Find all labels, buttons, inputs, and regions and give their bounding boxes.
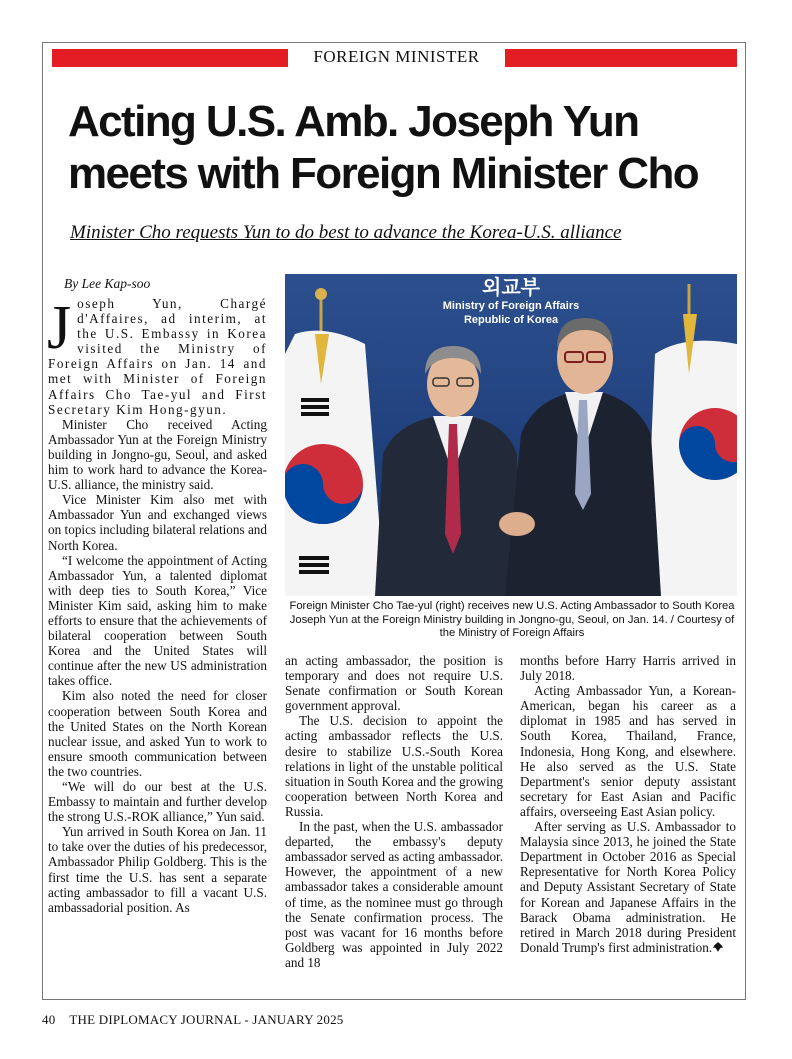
photo-caption: Foreign Minister Cho Tae-yul (right) receives new U.S. Acting Ambassador to South Korea Joseph Yun at the Foreign Ministry building in Jongno-gu, Seoul, on Jan. 14. / Courtesy of the Ministry of Foreign Affairs: [289, 600, 735, 639]
paragraph: In the past, when the U.S. ambassador departed, the embassy's deputy ambassador served as acting ambassador. However, the appointment of a new ambassador takes a considerable amount of time, as the nominee must go through the Senate confirmation process. The post was vacant for 16 months before Goldberg was appointed in July 2022 and 18: [285, 819, 503, 970]
handshake: [499, 512, 535, 536]
article-column-3: [520, 653, 736, 955]
photo-illustration: [285, 274, 737, 596]
byline: By Lee Kap-soo: [64, 276, 151, 291]
photo-backdrop-line-2: Republic of Korea: [463, 314, 559, 326]
lead-text: oseph Yun, Chargé d'Affaires, ad interim, at the U.S. Embassy in Korea visited the Ministry of Foreign Affairs on Jan. 14 and met with Minister of Foreign Affairs Cho Tae-yul and First Secretary Kim Hong-gyun.: [48, 296, 267, 417]
last-paragraph: [520, 819, 736, 955]
section-bar-left: [52, 49, 288, 67]
article-column-1: [48, 296, 267, 915]
paragraph: “I welcome the appointment of Acting Ambassador Yun, a talented diplomat with deep ties to South Korea,” Vice Minister Kim said, asking him to make efforts to ensure that the achievements of bilateral cooperation between South Korea and the United States will continue after the new US administration takes office.: [48, 552, 267, 689]
end-mark-icon: [712, 941, 724, 953]
paragraph: The U.S. decision to appoint the acting ambassador reflects the U.S. desire to stabilize U.S.-South Korea relations in light of the unstable political situation in South Korea and the growing cooperation between North Korea and Russia.: [285, 713, 503, 819]
photo-backdrop-korean: 외교부: [482, 275, 540, 299]
person-left: [375, 346, 521, 596]
person-right: [505, 318, 661, 596]
page-number: 40: [42, 1012, 56, 1027]
lead-paragraph: [48, 296, 267, 417]
drop-cap: J: [47, 294, 72, 362]
section-bar-right: [505, 49, 737, 67]
publication-name: THE DIPLOMACY JOURNAL - JANUARY 2025: [69, 1012, 344, 1027]
headline-line-2: meets with Foreign Minister Cho: [68, 149, 699, 198]
paragraph-text: After serving as U.S. Ambassador to Malaysia since 2013, he joined the State Department in October 2016 as Special Representative for North Korea Policy and Deputy Assistant Secretary of State for Korean and Japanese Affairs in the Barack Obama administration. He retired in March 2018 during President Donald Trump's first administration.: [520, 819, 736, 955]
article-column-2: [285, 653, 503, 970]
section-label: FOREIGN MINISTER: [313, 47, 480, 66]
paragraph: months before Harry Harris arrived in July 2018.: [520, 653, 736, 684]
paragraph: Kim also noted the need for closer cooperation between South Korea and the United States on the North Korean nuclear issue, and asked Yun to work to ensure smooth communication between the two countries.: [48, 688, 267, 779]
page-footer: [42, 1012, 343, 1028]
photo-backdrop-line-1: Ministry of Foreign Affairs: [442, 300, 580, 312]
paragraph: Vice Minister Kim also met with Ambassador Yun and exchanged views on topics including bilateral relations and North Korea.: [48, 492, 267, 553]
news-photo: [285, 274, 737, 596]
korean-flag-left: [285, 288, 385, 596]
headline-line-1: Acting U.S. Amb. Joseph Yun: [68, 97, 639, 146]
subheadline: Minister Cho requests Yun to do best to advance the Korea-U.S. alliance: [70, 222, 622, 243]
headline: [68, 96, 748, 200]
paragraph: Minister Cho received Acting Ambassador Yun at the Foreign Ministry building in Jongno-gu, Seoul, and asked him to work hard to advance the Korea-U.S. alliance, the ministry said.: [48, 416, 267, 493]
paragraph: Acting Ambassador Yun, a Korean-American, began his career as a diplomat in 1985 and has served in South Korea, Thailand, France, Indonesia, Hong Kong, and elsewhere. He also served as the U.S. State Department's senior deputy assistant secretary for East Asian and Pacific affairs, overseeing East Asian policy.: [520, 683, 736, 819]
paragraph: an acting ambassador, the position is temporary and does not require U.S. Senate confirmation or South Korean government approval.: [285, 653, 503, 714]
paragraph: “We will do our best at the U.S. Embassy to maintain and further develop the strong U.S.-ROK alliance,” Yun said.: [48, 779, 267, 825]
korean-flag-right: [645, 284, 737, 596]
paragraph: Yun arrived in South Korea on Jan. 11 to take over the duties of his predecessor, Ambassador Philip Goldberg. This is the first time the U.S. has sent a separate acting ambassador to fill a vacant U.S. ambassadorial position. As: [48, 824, 267, 915]
